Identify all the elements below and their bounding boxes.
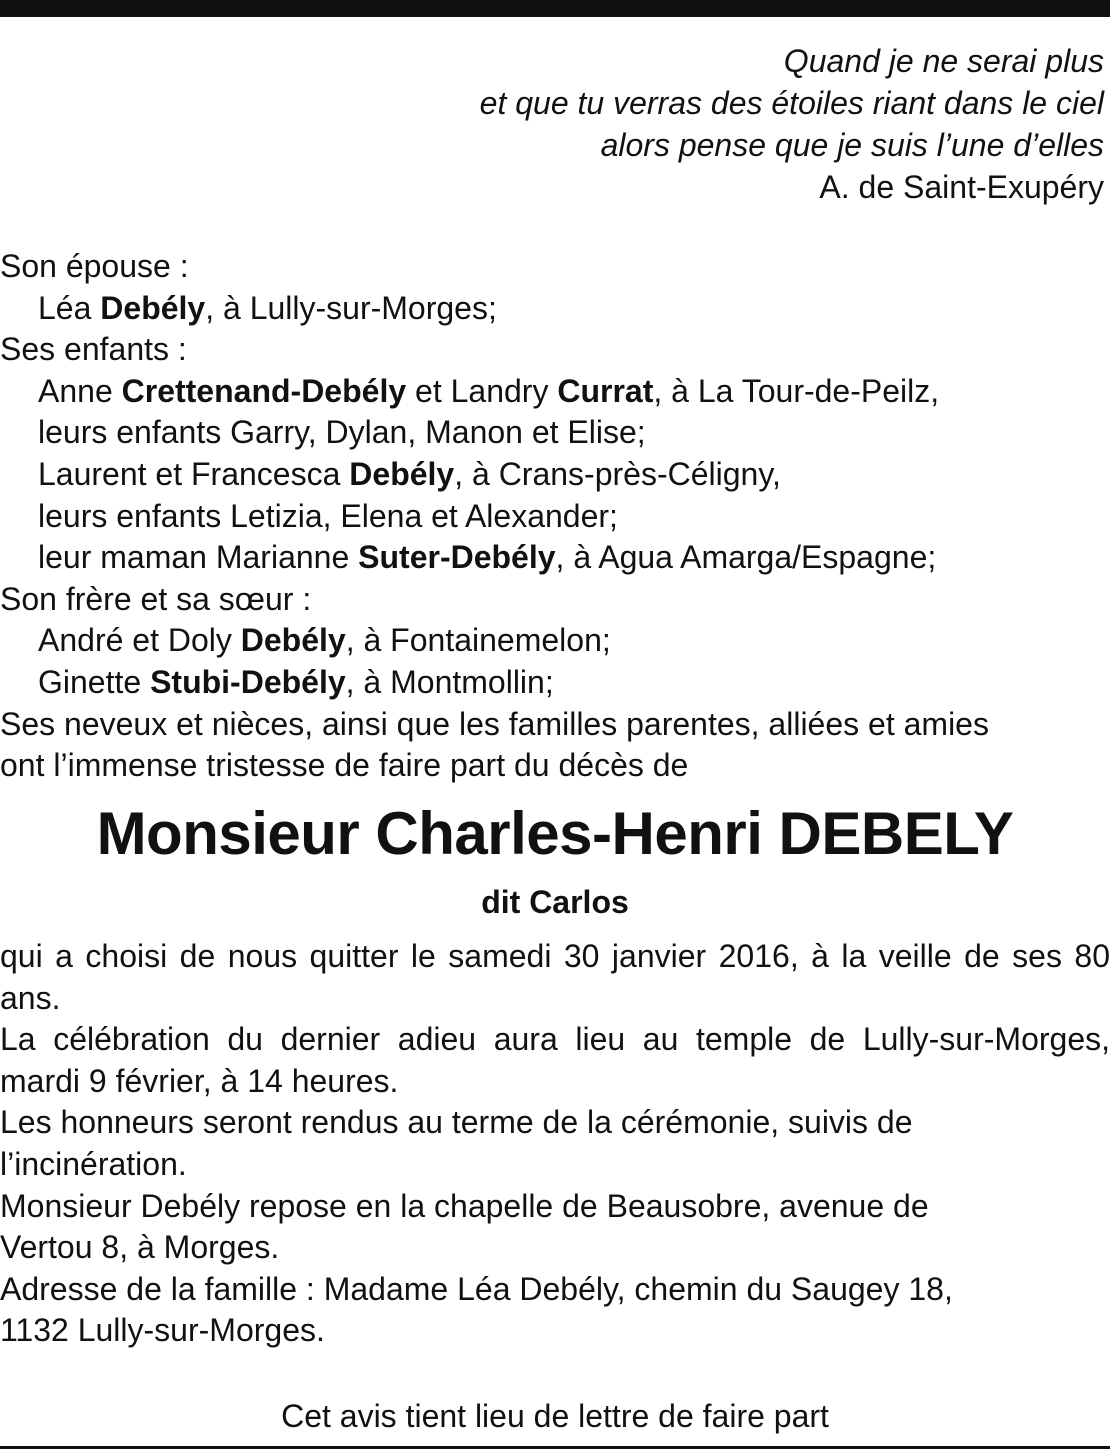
- mother-surname: Suter-Debély: [358, 539, 556, 576]
- relatives-line: Ses neveux et nièces, ainsi que les familles parentes, alliées et amies: [0, 705, 989, 742]
- honors-info-line: Les honneurs seront rendus au terme de la cérémonie, suivis de: [0, 1104, 913, 1141]
- ceremony-info: La célébration du dernier adieu aura lieu au temple de Lully-sur-Morges, mardi 9 février, à 14 heures.: [0, 1021, 1110, 1099]
- child-entry: [0, 454, 1100, 496]
- spouse-entry: [0, 288, 1100, 330]
- child-surname: Debély: [349, 455, 455, 492]
- top-rule: [0, 0, 1110, 17]
- grandchildren-entry: leurs enfants Garry, Dylan, Manon et Elise;: [38, 414, 646, 451]
- death-statement: qui a choisi de nous quitter le samedi 30 janvier 2016, à la veille de ses 80 ans.: [0, 938, 1110, 1016]
- announcement-line: ont l’immense tristesse de faire part du décès de: [0, 747, 689, 784]
- repose-info-line: Monsieur Debély repose en la chapelle de Beausobre, avenue de: [0, 1187, 929, 1224]
- sibling-place: , à Montmollin;: [345, 663, 554, 700]
- sibling-place: , à Fontainemelon;: [345, 622, 611, 659]
- mother-place: , à Agua Amarga/Espagne;: [555, 539, 937, 576]
- family-address-line: 1132 Lully-sur-Morges.: [0, 1312, 325, 1349]
- child-place: , à Crans-près-Céligny,: [454, 455, 781, 492]
- child-first: Anne: [38, 372, 122, 409]
- child-surname: Crettenand-Debély: [121, 372, 407, 409]
- children-heading: Ses enfants :: [0, 331, 187, 368]
- child-first: Laurent et Francesca: [38, 455, 350, 492]
- sibling-first: André et Doly: [38, 622, 241, 659]
- quote-line: et que tu verras des étoiles riant dans le ciel: [479, 85, 1104, 121]
- mother-first: leur maman Marianne: [38, 539, 359, 576]
- family-list: [0, 246, 1100, 787]
- deceased-name: Monsieur Charles-Henri DEBELY: [96, 800, 1014, 867]
- funeral-details: [0, 936, 1110, 1352]
- child-place: , à La Tour-de-Peilz,: [653, 372, 940, 409]
- sibling-entry: [0, 662, 1100, 704]
- child-entry: [0, 371, 1100, 413]
- honors-info-line: l’incinération.: [0, 1145, 187, 1182]
- sibling-surname: Stubi-Debély: [150, 663, 346, 700]
- closing-note: Cet avis tient lieu de lettre de faire part: [281, 1398, 829, 1434]
- sibling-surname: Debély: [240, 622, 346, 659]
- grandchildren-entry: leurs enfants Letizia, Elena et Alexander;: [38, 497, 618, 534]
- bottom-rule: [0, 1446, 1110, 1449]
- deceased-nickname: dit Carlos: [481, 884, 629, 920]
- family-address-line: Adresse de la famille : Madame Léa Debély, chemin du Saugey 18,: [0, 1270, 953, 1307]
- grandchildren-mother-entry: [0, 537, 1100, 579]
- spouse-first: Léa: [38, 289, 101, 326]
- spouse-place: , à Lully-sur-Morges;: [205, 289, 497, 326]
- sibling-first: Ginette: [38, 663, 151, 700]
- epigraph-quote: [480, 40, 1104, 208]
- child-partner: et Landry: [406, 372, 558, 409]
- spouse-heading: Son épouse :: [0, 248, 189, 284]
- repose-info-line: Vertou 8, à Morges.: [0, 1229, 280, 1266]
- quote-line: Quand je ne serai plus: [783, 43, 1104, 79]
- partner-surname: Currat: [557, 372, 654, 409]
- quote-author: A. de Saint-Exupéry: [819, 169, 1104, 205]
- quote-line: alors pense que je suis l’une d’elles: [600, 127, 1104, 163]
- siblings-heading: Son frère et sa sœur :: [0, 580, 312, 617]
- sibling-entry: [0, 620, 1100, 662]
- spouse-surname: Debély: [100, 289, 206, 326]
